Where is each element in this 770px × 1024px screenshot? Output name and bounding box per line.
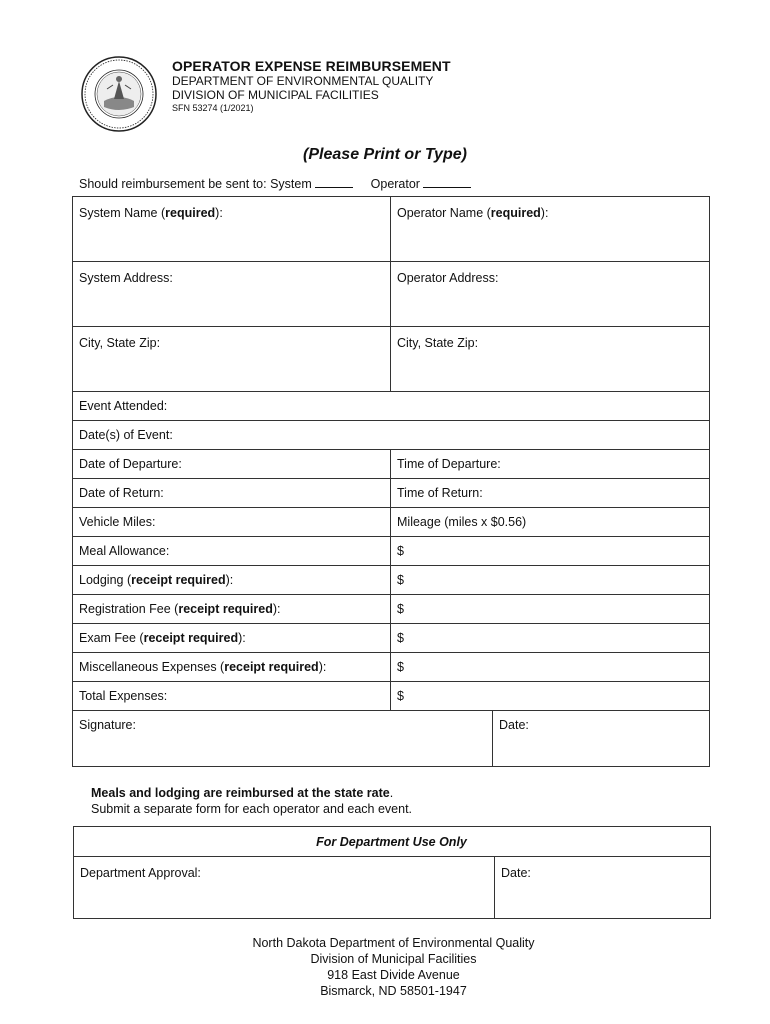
meal-allowance-label: Meal Allowance: [73,537,391,566]
lodging-amount[interactable]: $ [391,566,710,595]
meal-allowance-amount[interactable]: $ [391,537,710,566]
send-to-system-blank[interactable] [315,176,353,188]
department-approval-field[interactable]: Department Approval: [74,857,495,919]
operator-city-field[interactable]: City, State Zip: [391,327,710,392]
send-to-system-label: System [270,177,312,191]
event-attended-field[interactable]: Event Attended: [73,392,710,421]
department-use-heading: For Department Use Only [74,827,711,857]
registration-fee-amount[interactable]: $ [391,595,710,624]
misc-expenses-amount[interactable]: $ [391,653,710,682]
operator-name-field[interactable]: Operator Name (required): [391,197,710,262]
exam-fee-amount[interactable]: $ [391,624,710,653]
return-date-field[interactable]: Date of Return: [73,479,391,508]
misc-expenses-label: Miscellaneous Expenses (receipt required): [73,653,391,682]
document-header [172,58,451,113]
event-dates-field[interactable]: Date(s) of Event: [73,421,710,450]
exam-fee-label: Exam Fee (receipt required): [73,624,391,653]
departure-date-field[interactable]: Date of Departure: [73,450,391,479]
agency-address [0,935,770,999]
return-time-field[interactable]: Time of Return: [391,479,710,508]
mileage-field[interactable]: Mileage (miles x $0.56) [391,508,710,537]
footer-agency: North Dakota Department of Environmental Quality [252,936,535,950]
system-city-field[interactable]: City, State Zip: [73,327,391,392]
send-to-prompt: Should reimbursement be sent to: [79,177,267,191]
reimbursement-form [72,196,710,767]
department-name: DEPARTMENT OF ENVIRONMENTAL QUALITY [172,74,434,88]
system-address-field[interactable]: System Address: [73,262,391,327]
state-rate-note: Meals and lodging are reimbursed at the state rate. [91,786,394,800]
department-date-field[interactable]: Date: [495,857,711,919]
registration-fee-label: Registration Fee (receipt required): [73,595,391,624]
total-expenses-amount[interactable]: $ [391,682,710,711]
departure-time-field[interactable]: Time of Departure: [391,450,710,479]
footer-city: Bismarck, ND 58501-1947 [320,984,467,998]
footer-street: 918 East Divide Avenue [327,968,460,982]
send-to-operator-blank[interactable] [423,176,471,188]
total-expenses-label: Total Expenses: [73,682,391,711]
reimbursement-notes [91,785,412,817]
department-use-box [73,826,711,919]
operator-address-field[interactable]: Operator Address: [391,262,710,327]
lodging-label: Lodging (receipt required): [73,566,391,595]
form-number: SFN 53274 (1/2021) [172,103,254,113]
vehicle-miles-field[interactable]: Vehicle Miles: [73,508,391,537]
send-to-line [79,176,471,191]
separate-form-note: Submit a separate form for each operator and each event. [91,802,413,816]
division-name: DIVISION OF MUNICIPAL FACILITIES [172,88,379,102]
form-title: OPERATOR EXPENSE REIMBURSEMENT [172,58,451,74]
send-to-operator-label: Operator [370,177,420,191]
print-instruction: (Please Print or Type) [303,146,467,163]
signature-date-field[interactable]: Date: [493,711,710,767]
state-seal-icon [80,55,158,133]
signature-field[interactable]: Signature: [73,711,493,767]
system-name-field[interactable]: System Name (required): [73,197,391,262]
footer-division: Division of Municipal Facilities [310,952,477,966]
